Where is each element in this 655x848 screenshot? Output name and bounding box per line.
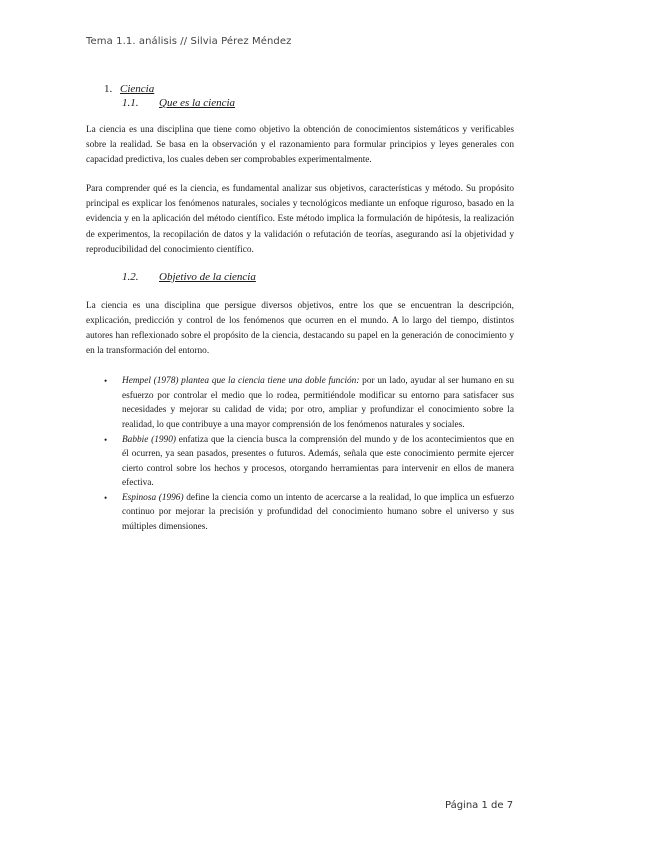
page-number: Página 1 de 7 — [445, 800, 514, 811]
bullet-text: enfatiza que la ciencia busca la comprensión del mundo y de los acontecimientos que en él ocurren, ya sean pasados, presentes o futuros. Además, señala que este conocimiento permite ejercer cierto control sobre los hechos y procesos, otorgando herramientas para intervenir en ellos de manera efectiva. — [122, 434, 514, 489]
bullet-icon: • — [104, 434, 108, 445]
bullet-text: por un lado, ayudar al ser humano en su esfuerzo por controlar el medio que lo rodea, permitiéndole modificar su entorno para satisfacer sus necesidades y mejorar su calidad de vida; por otro, ampliar y profundizar el conocimiento sobre la realidad, lo que contribuye a una mayor comprensión de los fenómenos naturales y sociales. — [122, 376, 514, 430]
author-list — [86, 374, 514, 535]
section-number: 1. — [104, 83, 113, 95]
page-header: Tema 1.1. análisis // Silvia Pérez Méndez — [86, 36, 292, 47]
subsection-number: 1.2. — [122, 270, 139, 283]
paragraph-2: Para comprender qué es la ciencia, es fundamental analizar sus objetivos, características y método. Su propósito principal es explicar los fenómenos naturales, sociales y tecnológicos mediante un enfoque riguroso, basado en la evidencia y en la aplicación del método científico. Este método implica la formulación de hipótesis, la realización de experimentos, la recopilación de datos y la validación o refutación de teorías, asegurando así la objetividad y reproducibilidad del conocimiento científico. — [86, 184, 514, 255]
bullet-lead: Babbie (1990) — [122, 434, 176, 445]
section-heading-ciencia — [104, 82, 514, 96]
list-item — [86, 374, 514, 432]
bullet-lead: Hempel (1978) plantea que la ciencia tiene una doble función: — [122, 376, 360, 387]
document-body — [86, 82, 514, 535]
bullet-text: define la ciencia como un intento de acercarse a la realidad, lo que implica un esfuerzo continuo por mejorar la precisión y profundidad del conocimiento humano sobre el universo y sus múltiples dimensiones. — [122, 492, 514, 533]
subsection-heading-que-es — [122, 96, 514, 111]
list-item — [86, 491, 514, 535]
bullet-lead: Espinosa (1996) — [122, 492, 184, 503]
subsection-heading-objetivo — [122, 270, 514, 285]
subsection-number: 1.1. — [122, 97, 139, 109]
bullet-icon: • — [104, 492, 108, 503]
subsection-title: Objetivo de la ciencia — [159, 270, 256, 283]
subsection-title: Que es la ciencia — [159, 97, 236, 109]
bullet-icon: • — [104, 376, 108, 387]
list-item — [86, 433, 514, 491]
paragraph-3: La ciencia es una disciplina que persigue diversos objetivos, entre los que se encuentran la descripción, explicación, predicción y control de los fenómenos que ocurren en el mundo. A lo largo del tiempo, distintos autores han reflexionado sobre el propósito de la ciencia, destacando su papel en la generación de conocimiento y en la transformación del entorno. — [86, 300, 514, 357]
section-title: Ciencia — [120, 83, 155, 95]
paragraph-1: La ciencia es una disciplina que tiene como objetivo la obtención de conocimientos sistemáticos y verificables sobre la realidad. Se basa en la observación y el razonamiento para formular principios y leyes generales con capacidad predictiva, los cuales deben ser comprobables experimentalmente. — [86, 125, 514, 166]
